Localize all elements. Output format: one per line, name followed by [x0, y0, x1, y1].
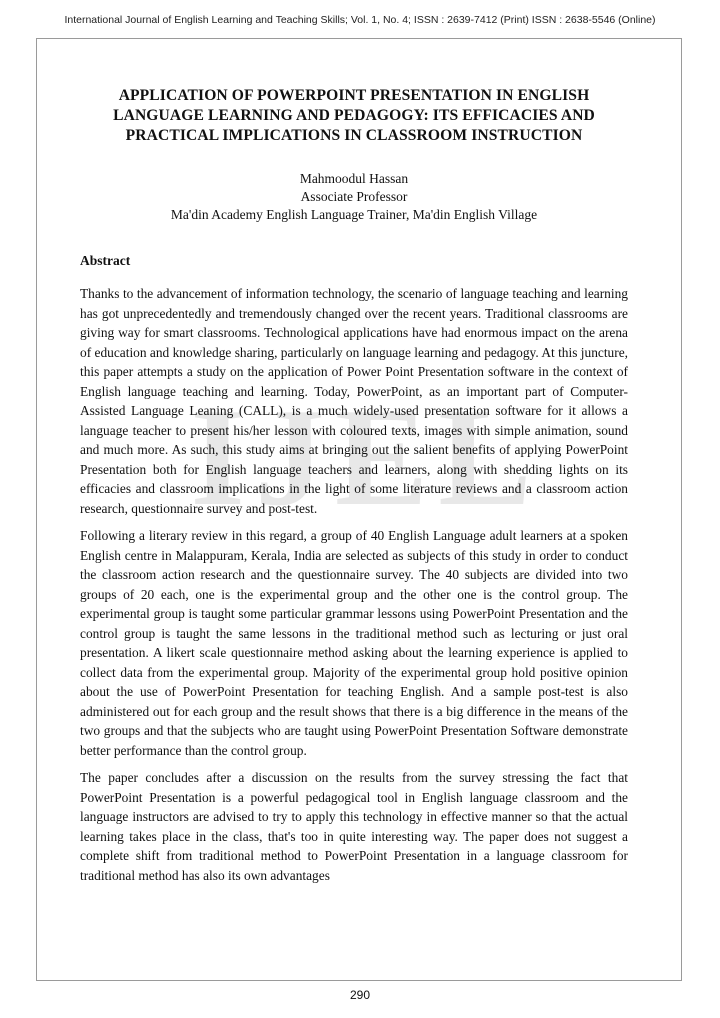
- author-position: Associate Professor: [300, 189, 408, 204]
- page-number: 290: [349, 988, 371, 1002]
- article-body: [80, 86, 628, 893]
- abstract-paragraph: The paper concludes after a discussion on the results from the survey stressing the fact that PowerPoint Presentation is a powerful pedagogical tool in English language classroom and the language instructors are advised to try to apply this technology in effective manner so that the actual learning takes place in the class, that's too in quite interesting way. The paper does not suggest a complete shift from traditional method to PowerPoint Presentation in a language classroom for traditional method has also its own advantages: [80, 770, 628, 883]
- journal-running-head: International Journal of English Learning and Teaching Skills; Vol. 1, No. 4; ISSN : 2639-7412 (Print) ISSN : 2638-5546 (Online): [64, 14, 656, 26]
- abstract-heading: Abstract: [80, 253, 131, 268]
- abstract-paragraph: Following a literary review in this regard, a group of 40 English Language adult learners at a spoken English centre in Malappuram, Kerala, India are selected as subjects of this study in order to conduct the classroom action research and the questionnaire survey. The 40 subjects are divided into two groups of 20 each, one is the experimental group and the other one is the control group. The experimental group is taught some particular grammar lessons using PowerPoint Presentation and the control group is taught the same lessons in the traditional method such as lecturing or just oral presentation. A likert scale questionnaire method asking about the learning experience is applied to collect data from the experimental group. Majority of the experimental group hold positive opinion about the use of PowerPoint Presentation for teaching English. And a sample post-test is also administered out for each group and the result shows that there is a big difference in the means of the two groups and that the subjects who are taught using PowerPoint Presentation Software demonstrate better performance than the control group.: [80, 528, 628, 758]
- paper-title: APPLICATION OF POWERPOINT PRESENTATION IN ENGLISH LANGUAGE LEARNING AND PEDAGOGY: ITS EFFICACIES AND PRACTICAL IMPLICATIONS IN CLASSROOM INSTRUCTION: [113, 87, 595, 144]
- journal-watermark-logo: I J E L: [190, 380, 530, 535]
- abstract-paragraph: Thanks to the advancement of information technology, the scenario of language teaching and learning has got unprecedentedly and tremendously changed over the recent years. Traditional classrooms are giving way for smart classrooms. Technological applications have had enormous impact on the arena of education and knowledge sharing, particularly on language learning and pedagogy. At this juncture, this paper attempts a study on the application of Power Point Presentation software in the context of English language teaching and learning. Today, PowerPoint, as an important part of Computer-Assisted Language Leaning (CALL), is a much widely-used presentation software for it allows a language teacher to present his/her lesson with coloured texts, images with simple animation, sound and much more. As such, this study aims at bringing out the salient benefits of applying PowerPoint Presentation both for English language teachers and learners, along with shedding lights on its efficacies and classroom implications in the light of some literature reviews and a classroom action research, questionnaire survey and post-test.: [80, 286, 628, 516]
- author-name: Mahmoodul Hassan: [299, 171, 409, 186]
- author-block: [80, 170, 628, 224]
- author-affiliation: Ma'din Academy English Language Trainer, Ma'din English Village: [170, 207, 538, 222]
